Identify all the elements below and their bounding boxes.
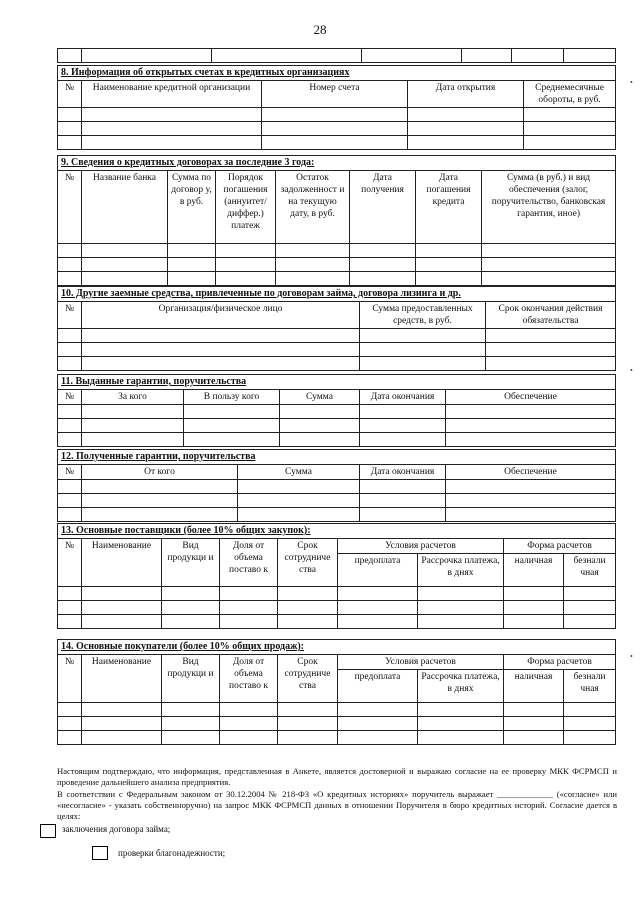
col-header: За кого <box>82 390 184 405</box>
col-header: Порядок погашения (аннуитет/ диффер.) платеж <box>216 171 276 244</box>
margin-mark: • <box>630 78 633 87</box>
confirmation-text: Настоящим подтверждаю, что информация, представленная в Анкете, является достоверной и выражаю согласие на ее проверку МКК ФСРМСП и проведение дальнейшего анализа предприятия. <box>57 766 617 787</box>
col-header: № <box>58 171 82 244</box>
col-header: Доля от объема поставо к <box>220 539 278 587</box>
col-header: Форма расчетов <box>504 539 616 554</box>
consent-reliability-label: проверки благонадежности; <box>118 848 226 858</box>
col-header: Среднемесячные обороты, в руб. <box>524 81 616 108</box>
col-header: № <box>58 302 82 329</box>
section-14-table <box>57 639 616 745</box>
margin-mark: • <box>630 652 633 661</box>
col-header: Наименование <box>82 539 162 587</box>
section-10-table <box>57 286 616 371</box>
sub-header: безнали чная <box>564 670 616 703</box>
col-header: Дата погашения кредита <box>416 171 482 244</box>
section-11-table <box>57 374 616 447</box>
consent-text: В соответствии с Федеральным законом от 30.12.2004 № 218-ФЗ «О кредитных историях» поручитель выражает _____________ («согласие» или «несогласие» - указать собственноручно) на запрос МКК ФСРМСП данных в отношении Поручителя в бюро кредитных историй. Согласие дается в целях: <box>57 789 617 821</box>
col-header: Срок сотрудниче ства <box>278 655 338 703</box>
sub-header: Рассрочка платежа, в днях <box>418 670 504 703</box>
col-header: В пользу кого <box>184 390 280 405</box>
consent-reliability-checkbox[interactable] <box>92 846 108 860</box>
section-title: 8. Информация об открытых счетах в кредитных организациях <box>58 66 616 81</box>
top-partial-table <box>57 48 616 63</box>
col-header: Вид продукци и <box>162 655 220 703</box>
col-header: Наименование <box>82 655 162 703</box>
section-title: 10. Другие заемные средства, привлеченные по договорам займа, договора лизинга и др. <box>58 287 616 302</box>
col-header: Доля от объема поставо к <box>220 655 278 703</box>
col-header: Срок сотрудниче ства <box>278 539 338 587</box>
col-header: Обеспечение <box>446 390 616 405</box>
col-header: Условия расчетов <box>338 539 504 554</box>
col-header: Вид продукци и <box>162 539 220 587</box>
col-header: Название банка <box>82 171 168 244</box>
sub-header: предоплата <box>338 554 418 587</box>
col-header: Дата окончания <box>360 390 446 405</box>
section-title: 12. Полученные гарантии, поручительства <box>58 450 616 465</box>
consent-loan-label: заключения договора займа; <box>62 824 171 834</box>
col-header: № <box>58 465 82 480</box>
section-title: 14. Основные покупатели (более 10% общих продаж): <box>58 640 616 655</box>
section-title: 13. Основные поставщики (более 10% общих закупок): <box>58 524 616 539</box>
sub-header: безнали чная <box>564 554 616 587</box>
col-header: № <box>58 390 82 405</box>
page-number: 28 <box>313 22 327 37</box>
col-header: № <box>58 539 82 587</box>
section-12-table <box>57 449 616 522</box>
section-title: 11. Выданные гарантии, поручительства <box>58 375 616 390</box>
col-header: Организация/физическое лицо <box>82 302 360 329</box>
col-header: Дата открытия <box>408 81 524 108</box>
col-header: № <box>58 81 82 108</box>
col-header: Условия расчетов <box>338 655 504 670</box>
section-9-table <box>57 155 616 286</box>
col-header: Срок окончания действия обязательства <box>486 302 616 329</box>
sub-header: наличная <box>504 670 564 703</box>
sub-header: наличная <box>504 554 564 587</box>
col-header: Обеспечение <box>446 465 616 480</box>
col-header: Сумма предоставленных средств, в руб. <box>360 302 486 329</box>
section-8-table <box>57 65 616 150</box>
col-header: Сумма (в руб.) и вид обеспечения (залог, поручительство, банковская гарантия, иное) <box>482 171 616 244</box>
consent-loan-checkbox[interactable] <box>40 824 56 838</box>
sub-header: Рассрочка платежа, в днях <box>418 554 504 587</box>
col-header: Форма расчетов <box>504 655 616 670</box>
col-header: Сумма <box>238 465 360 480</box>
col-header: Наименование кредитной организации <box>82 81 262 108</box>
col-header: От кого <box>82 465 238 480</box>
section-title: 9. Сведения о кредитных договорах за последние 3 года: <box>58 156 616 171</box>
sub-header: предоплата <box>338 670 418 703</box>
col-header: Номер счета <box>262 81 408 108</box>
col-header: № <box>58 655 82 703</box>
col-header: Сумма <box>280 390 360 405</box>
col-header: Остаток задолженност и на текущую дату, в руб. <box>276 171 350 244</box>
margin-mark: • <box>630 366 633 375</box>
col-header: Сумма по договор у, в руб. <box>168 171 216 244</box>
col-header: Дата получения <box>350 171 416 244</box>
section-13-table <box>57 523 616 629</box>
col-header: Дата окончания <box>360 465 446 480</box>
